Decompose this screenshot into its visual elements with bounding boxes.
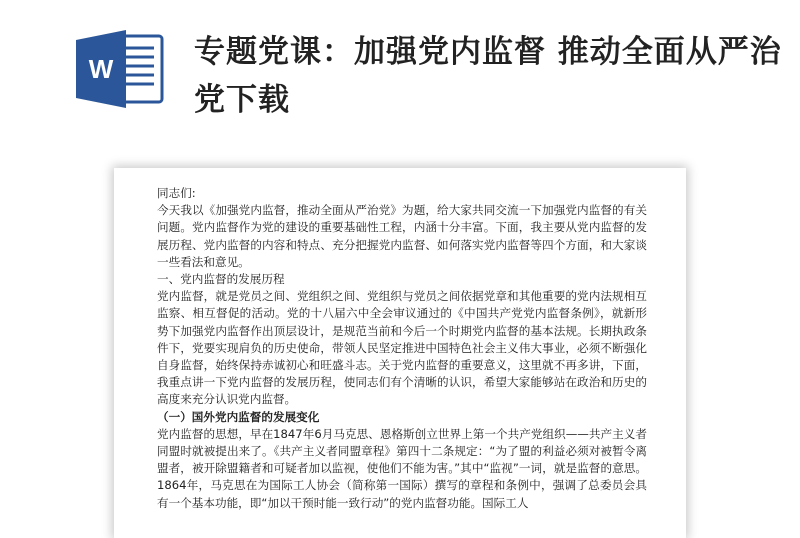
document-paragraph: 党内监督，就是党员之间、党组织之间、党组织与党员之间依据党章和其他重要的党内法规相互监察、相互督促的活动。党的十八届六中全会审议通过的《中国共产党党内监督条例》，就新形势下加强党内监督作出顶层设计，是规范当前和今后一个时期党内监督的基本法规。长期执政条件下，党要实现肩负的历史使命，带领人民坚定推进中国特色社会主义伟大事业，必须不断强化自身监督，始终保持赤诚初心和旺盛斗志。关于党内监督的重要意义，这里就不再多讲，下面，我重点讲一下党内监督的发展历程，使同志们有个清晰的认识，希望大家能够站在政治和历史的高度来充分认识党内监督。 [157,289,647,407]
document-paragraph: （一）国外党内监督的发展变化 [157,409,320,424]
page-title: 专题党课：加强党内监督 推动全面从严治党下载 [194,34,782,118]
document-body [157,185,647,512]
document-paragraph: 一、党内监督的发展历程 [157,272,285,287]
document-paragraph: 今天我以《加强党内监督，推动全面从严治党》为题，给大家共同交流一下加强党内监督的有关问题。党内监督作为党的建设的重要基础性工程，内涵十分丰富。下面，我主要从党内监督的发展历程、党内监督的内容和特点、充分把握党内监督、如何落实党内监督等四个方面，和大家谈一些看法和意见。 [157,203,647,269]
document-paragraph: 党内监督的思想，早在1847年6月马克思、恩格斯创立世界上第一个共产党组织——共产主义者同盟时就被提出来了。《共产主义者同盟章程》第四十二条规定：“为了盟的利益必须对被暂令离盟者，被开除盟籍者和可疑者加以监视，使他们不能为害。”其中“监视”一词，就是监督的意思。1864年，马克思在为国际工人协会（简称第一国际）撰写的章程和条例中，强调了总委员会具有一个基本功能，即“加以干预时能一致行动”的党内监督功能。国际工人 [157,426,647,510]
word-logo-letter: W [88,54,114,84]
word-icon [76,30,164,108]
document-paragraph: 同志们: [157,186,196,200]
